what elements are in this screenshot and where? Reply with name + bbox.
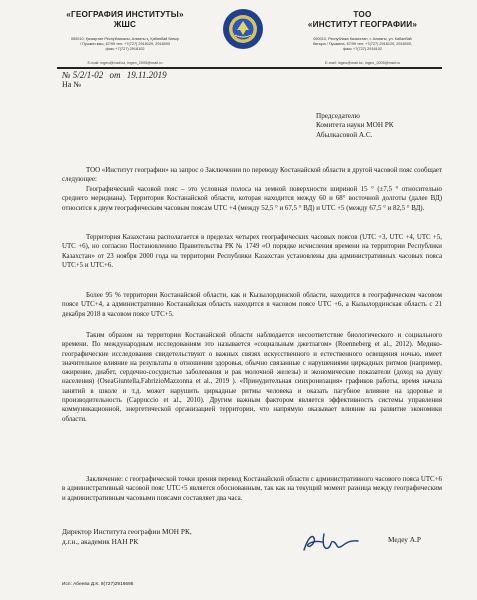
paragraph-definition: Географический часовой пояс – это условная полоса на земной поверхности шириной 15 ° (±7,5 ° относительно среднего меридиана). Территория Костанайской области, которая находится между 60 и 68° восточной долготы (далее ВД) относится к двум географическим часовым поясам UTC +4 (между 52,5 ° и 67,5 ° ВД) и UTC +5 (между 67,5 ° и 82,5 ° ВД).: [62, 186, 442, 212]
signatory-name: Медеу А.Р: [388, 535, 421, 544]
paragraph-social-jetlag: Таким образом на территории Костанайской области наблюдается несоответствие биологического и социального времени. По международным исследованиям это называется «социальным джетлагом» (Roenneberg et al., 2012). Медико-географические исследования свидетельствуют о важных связях искусственного и естественного освещения ночью, имеет значительное влияние на результаты в отношении здоровья, обычно связанные с нарушениями циркадных ритмов (например, ожирение, диабет, сердечно-сосудистые заболевания и рак молочной железы) и экономические показатели (доход на душу населения) (OseaGiuntella,FabrizioMazzonna et al., 2019 ). «Принудительная синхронизация» графиков работы, время начала занятий в школе и т.д. может нарушить циркадные ритмы человека и оказать пагубное влияние на здоровье и производительность (Cappuccio et al., 2010). Другим важным фактором является эффективность системы управления коммуникационной, энергетической организацией территории, что напрямую оказывает влияние на развитие экономики области.: [62, 332, 442, 423]
handwritten-signature: [300, 528, 362, 556]
header-left: [55, 10, 195, 65]
addressee-name: Абылкасовой А.С.: [316, 130, 373, 139]
addressee-org: Комитета науки МОН РК: [316, 121, 394, 130]
addressee-block: [316, 112, 446, 140]
header-right: [290, 10, 435, 65]
paragraph-conclusion: Заключение: с географической точки зрения перевод Костанайской области с административного часового пояса UTC+6 в административный часовой пояс UTC+5 является обоснованным, так как на текущий момент разница между географическим и административным часовыми поясами составляет два часа.: [62, 476, 442, 502]
executor-note: Исп: Абеева Д.К. 8(727)2916695: [62, 582, 134, 587]
reg-from: от: [109, 70, 121, 80]
address-ru: 050010, Республика Казахстан, г. Алматы, ул. Кабанбай батыра / Пушкина, 67/99 тел: +7(727) 2918129, 2918000, факс +7(727) 2918102: [312, 37, 413, 51]
reg-date: 19.11.2019: [126, 70, 167, 80]
email-kz: E-mail: ingeo@mail.kz, ingeo_2005@mail.ru: [87, 60, 163, 65]
reg-number: № 5/2/1-02: [62, 70, 104, 80]
org-name-kz: «ГЕОГРАФИЯ ИНСТИТУТЫ»: [66, 10, 184, 19]
signatory-line2: д.г.н., академик НАН РК: [62, 536, 139, 546]
org-form-kz: ЖШС: [113, 20, 137, 29]
registration-number: [62, 70, 167, 80]
address-kz: 050010, Қазақстан Республикасы, Алматы қ, Қабанбай батыр / Пушкин көш, 67/99 тел: +7(727) 2918129, 2918000 факс +7(727) 2918102: [70, 37, 180, 51]
paragraph-kostanay: Более 95 % территории Костанайской области, как и Кызылординской области, находится в географическом часовом поясе UTC+4, а административно Костанайская область находится в часовом поясе UTC +6, а Кызылординская область с 21 декабря 2018 в часовом поясе UTC+5.: [62, 292, 442, 318]
org-form-ru: ТОО: [353, 10, 372, 19]
reg-in-reply: На №: [62, 80, 81, 89]
email-ru: E-mail: ingeo@mail.kz, ingeo_2005@mail.ru: [324, 60, 401, 65]
signatory-position: [62, 527, 192, 546]
addressee-title: Председателю: [316, 112, 360, 120]
institute-emblem: [222, 8, 264, 50]
paragraph-intro: ТОО «Институт географии» на запрос о Заключении по переводу Костанайской области в другой часовой пояс сообщает следующее:: [62, 167, 442, 184]
paragraph-kazakhstan-zones: Территория Казахстана располагается в пределах четырех географических часовых поясов (UTC +3, UTC +4, UTC +5, UTC +6), но согласно Постановлению Правительства РК № 1749 «О порядке исчисления времени на территории Республики Казахстан» от 23 ноября 2000 года на территории Республики Казахстан установлены два административных часовых пояса UTC+5 и UTC+6.: [62, 234, 442, 269]
header-divider: [57, 67, 442, 69]
org-name-ru: «ИНСТИТУТ ГЕОГРАФИИ»: [307, 20, 418, 29]
signatory-line1: Директор Института географии МОН РК,: [62, 527, 192, 536]
